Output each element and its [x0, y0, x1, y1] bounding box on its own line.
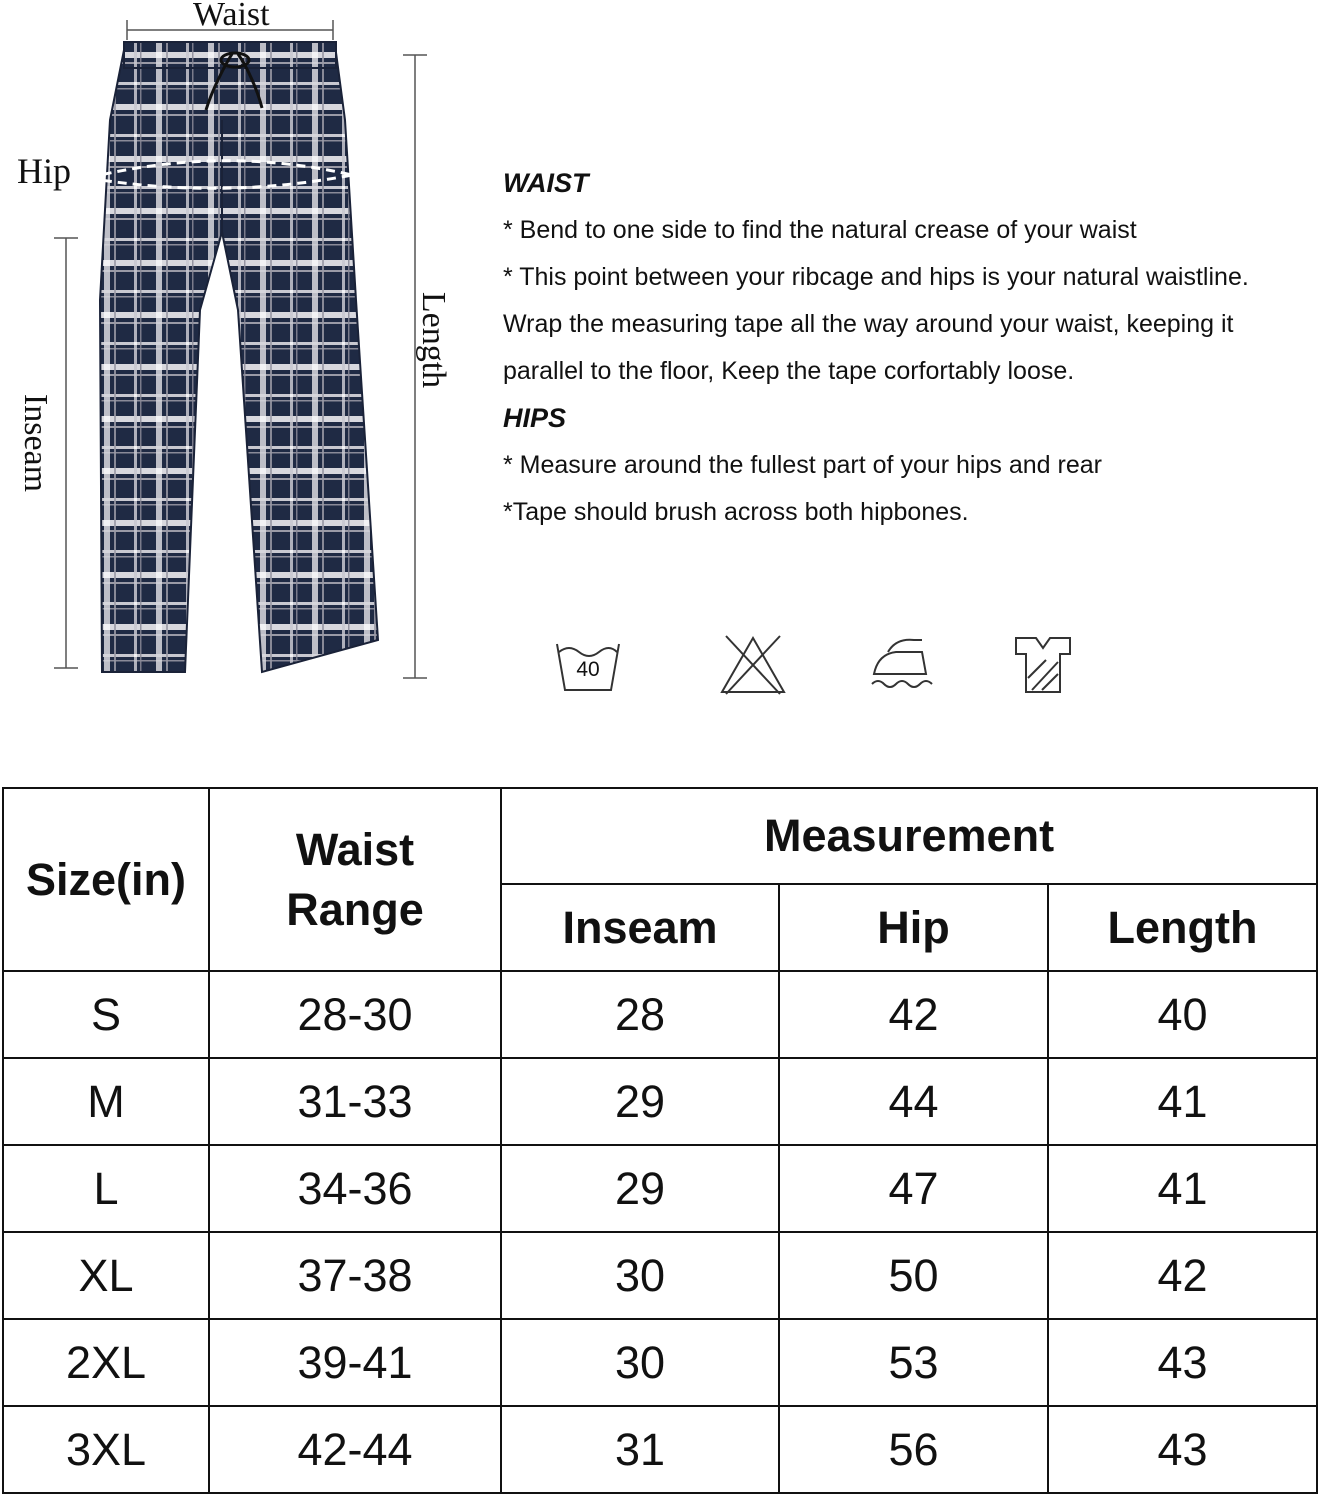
cell-waist: 39-41: [209, 1319, 501, 1406]
cell-hip: 50: [779, 1232, 1048, 1319]
cell-waist: 42-44: [209, 1406, 501, 1493]
waist-label: Waist: [193, 0, 270, 33]
cell-hip: 56: [779, 1406, 1048, 1493]
waist-guide-line: parallel to the floor, Keep the tape corfortably loose.: [503, 357, 1075, 385]
cell-length: 43: [1048, 1406, 1317, 1493]
inseam-label: Inseam: [17, 393, 55, 493]
hips-guide-title: HIPS: [503, 403, 567, 433]
cell-length: 41: [1048, 1145, 1317, 1232]
header-inseam: Inseam: [501, 884, 779, 971]
cell-inseam: 31: [501, 1406, 779, 1493]
waist-guide-line: Wrap the measuring tape all the way around your waist, keeping it: [503, 310, 1234, 338]
cell-inseam: 30: [501, 1319, 779, 1406]
header-measurement: Measurement: [501, 788, 1317, 884]
iron-icon: [866, 632, 936, 698]
do-not-bleach-icon: [718, 632, 788, 698]
cell-size: 3XL: [3, 1406, 209, 1493]
table-row: [3, 1319, 1317, 1406]
cell-inseam: 28: [501, 971, 779, 1058]
cell-size: M: [3, 1058, 209, 1145]
cell-hip: 53: [779, 1319, 1048, 1406]
wash-temperature: 40: [576, 658, 600, 681]
cell-hip: 47: [779, 1145, 1048, 1232]
cell-size: S: [3, 971, 209, 1058]
table-row: [3, 1145, 1317, 1232]
pants-illustration: [0, 0, 480, 700]
cell-waist: 31-33: [209, 1058, 501, 1145]
wash-40-icon: [553, 632, 623, 698]
table-row: [3, 1406, 1317, 1493]
header-waist-range-line2: Range: [286, 883, 424, 935]
cell-waist: 34-36: [209, 1145, 501, 1232]
waist-guide-title: WAIST: [503, 168, 589, 198]
cell-length: 40: [1048, 971, 1317, 1058]
table-row: [3, 971, 1317, 1058]
cell-hip: 42: [779, 971, 1048, 1058]
dry-flat-icon: [1008, 632, 1078, 698]
cell-waist: 28-30: [209, 971, 501, 1058]
hip-label: Hip: [17, 151, 71, 191]
cell-inseam: 30: [501, 1232, 779, 1319]
cell-size: 2XL: [3, 1319, 209, 1406]
table-row: [3, 1058, 1317, 1145]
cell-inseam: 29: [501, 1145, 779, 1232]
header-waist-range: [209, 788, 501, 971]
header-size: Size(in): [3, 788, 209, 971]
waist-guide-line: * Bend to one side to find the natural crease of your waist: [503, 216, 1137, 244]
hips-guide-line: *Tape should brush across both hipbones.: [503, 498, 969, 526]
size-chart-table: [2, 787, 1318, 1494]
cell-length: 43: [1048, 1319, 1317, 1406]
cell-hip: 44: [779, 1058, 1048, 1145]
cell-length: 42: [1048, 1232, 1317, 1319]
cell-inseam: 29: [501, 1058, 779, 1145]
length-label: Length: [415, 291, 453, 389]
header-hip: Hip: [779, 884, 1048, 971]
cell-length: 41: [1048, 1058, 1317, 1145]
cell-size: XL: [3, 1232, 209, 1319]
waist-guide-line: * This point between your ribcage and hips is your natural waistline.: [503, 263, 1249, 291]
cell-size: L: [3, 1145, 209, 1232]
hips-guide-line: * Measure around the fullest part of your hips and rear: [503, 451, 1102, 479]
cell-waist: 37-38: [209, 1232, 501, 1319]
header-waist-range-line1: Waist: [295, 823, 415, 875]
measuring-guide: [503, 160, 1315, 536]
table-row: [3, 1232, 1317, 1319]
header-length: Length: [1048, 884, 1317, 971]
